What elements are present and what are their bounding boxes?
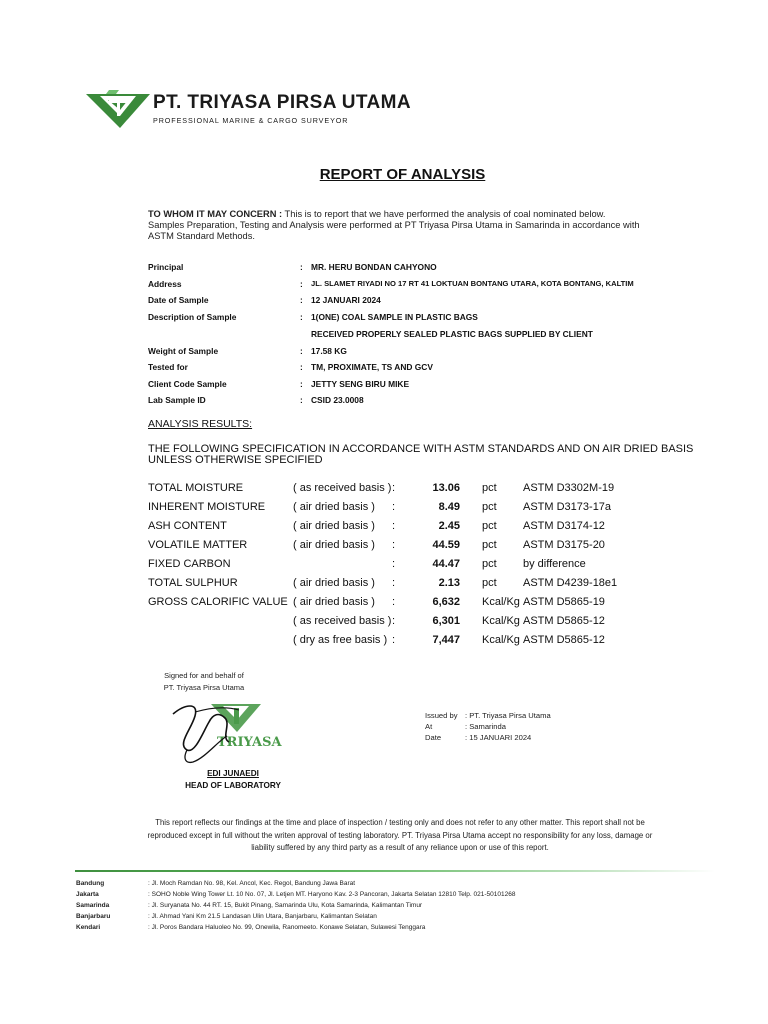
result-unit: pct — [482, 520, 497, 532]
result-value: 8.49 — [438, 501, 460, 513]
result-value: 44.47 — [432, 558, 460, 570]
info-value: JETTY SENG BIRU MIKE — [311, 379, 410, 389]
result-method: ASTM D3175-20 — [523, 539, 605, 551]
info-value: JL. SLAMET RIYADI NO 17 RT 41 LOKTUAN BONTANG UTARA, KOTA BONTANG, KALTIM — [311, 279, 634, 288]
info-label: Address — [148, 279, 182, 289]
info-colon: : — [300, 395, 303, 405]
issued-key: Issued by — [425, 711, 458, 720]
result-method: ASTM D3302M-19 — [523, 482, 615, 494]
info-colon: : — [300, 262, 303, 272]
result-value: 2.13 — [438, 577, 460, 589]
result-colon: : — [392, 577, 396, 589]
result-method: ASTM D5865-12 — [523, 634, 605, 646]
result-basis: ( dry as free basis ) — [293, 634, 388, 646]
signed-line-2: PT. Triyasa Pirsa Utama — [163, 683, 245, 692]
signer-name: EDI JUNAEDI — [207, 769, 259, 778]
signer — [150, 768, 316, 792]
result-param: TOTAL SULPHUR — [148, 577, 238, 589]
office-address: : Jl. Moch Ramdan No. 98, Kel. Ancol, Kec. Regol, Bandung Jawa Barat — [148, 880, 356, 887]
result-colon: : — [392, 520, 396, 532]
report-title: REPORT OF ANALYSIS — [319, 166, 486, 183]
info-colon: : — [300, 312, 303, 322]
spec-text: THE FOLLOWING SPECIFICATION IN ACCORDANCE WITH ASTM STANDARDS AND ON AIR DRIED BASIS UNLESS OTHERWISE SPECIFIED — [148, 443, 694, 466]
analysis-heading: ANALYSIS RESULTS: — [148, 418, 253, 430]
result-method: ASTM D4239-18e1 — [523, 577, 618, 589]
result-value: 6,301 — [432, 615, 460, 627]
result-basis: ( air dried basis ) — [293, 596, 375, 608]
info-colon: : — [300, 295, 303, 305]
office-address: : Jl. Poros Bandara Haluoleo No. 99, Onewila, Ranomeeto. Konawe Selatan, Sulawesi Tenggara — [148, 924, 426, 931]
company-tagline: PROFESSIONAL MARINE & CARGO SURVEYOR — [153, 116, 349, 125]
signer-title: HEAD OF LABORATORY — [185, 781, 281, 790]
result-unit: pct — [482, 482, 497, 494]
result-value: 7,447 — [432, 634, 460, 646]
result-basis: ( as received basis ) — [293, 615, 392, 627]
intro-paragraph — [148, 209, 668, 242]
result-colon: : — [392, 634, 396, 646]
result-method: by difference — [523, 558, 586, 570]
info-value: RECEIVED PROPERLY SEALED PLASTIC BAGS SUPPLIED BY CLIENT — [311, 329, 593, 339]
signed-line-1: Signed for and behalf of — [164, 671, 244, 680]
result-method: ASTM D3174-12 — [523, 520, 605, 532]
info-value: 12 JANUARI 2024 — [311, 295, 381, 305]
stamp-text: TRIYASA — [217, 735, 282, 750]
company-logo-icon — [86, 90, 152, 130]
office-city: Jakarta — [76, 891, 99, 898]
intro-text-3: ASTM Standard Methods. — [148, 231, 255, 241]
result-unit: pct — [482, 539, 497, 551]
result-basis: ( air dried basis ) — [293, 520, 375, 532]
result-unit: Kcal/Kg — [482, 615, 520, 627]
issued-key: At — [425, 722, 433, 731]
result-colon: : — [392, 539, 396, 551]
issued-key: Date — [425, 733, 442, 742]
result-basis: ( air dried basis ) — [293, 501, 375, 513]
info-colon: : — [300, 279, 303, 289]
signature-stamp — [165, 692, 285, 767]
disclaimer: This report reflects our findings at the time and place of inspection / testing only and does not refer to any other matter. This report shall not be reproduced except in full without the writen approval of testing laboratory. PT. Triyasa Pirsa Utama accept no responsibility for any loss, damage or liability suffered by any third party as a result of any reliance upon or use of this report. — [147, 818, 653, 852]
info-value: MR. HERU BONDAN CAHYONO — [311, 262, 437, 272]
info-value: TM, PROXIMATE, TS AND GCV — [311, 362, 433, 372]
result-param: VOLATILE MATTER — [148, 539, 248, 551]
info-label: Weight of Sample — [148, 346, 219, 356]
info-label: Lab Sample ID — [148, 395, 206, 405]
info-label: Principal — [148, 262, 184, 272]
issued-value: : PT. Triyasa Pirsa Utama — [465, 711, 551, 720]
signature-icon — [165, 692, 285, 767]
intro-text-1: This is to report that we have performed the analysis of coal nominated below. — [282, 209, 606, 219]
company-name: PT. TRIYASA PIRSA UTAMA — [153, 92, 411, 113]
intro-text-2: Samples Preparation, Testing and Analysis were performed at PT Triyasa Pirsa Utama in Samarinda in accordance with — [148, 220, 640, 230]
issued-value: : Samarinda — [465, 722, 506, 731]
result-param: INHERENT MOISTURE — [148, 501, 266, 513]
result-param: TOTAL MOISTURE — [148, 482, 244, 494]
info-label: Description of Sample — [148, 312, 237, 322]
result-method: ASTM D5865-12 — [523, 615, 605, 627]
result-basis: ( air dried basis ) — [293, 539, 375, 551]
issued-value: : 15 JANUARI 2024 — [465, 733, 532, 742]
office-city: Samarinda — [76, 902, 110, 909]
result-method: ASTM D5865-19 — [523, 596, 605, 608]
result-colon: : — [392, 558, 396, 570]
info-label: Tested for — [148, 362, 188, 372]
result-unit: Kcal/Kg — [482, 634, 520, 646]
result-value: 44.59 — [432, 539, 460, 551]
signed-for — [150, 670, 258, 694]
office-address: : SOHO Noble Wing Tower Lt. 10 No. 07, Jl. Letjen MT. Haryono Kav. 2-3 Pancoran, Jakarta Selatan 12810 Telp. 021-50101268 — [148, 891, 516, 898]
intro-lead: TO WHOM IT MAY CONCERN : — [148, 209, 283, 219]
result-value: 6,632 — [432, 596, 460, 608]
result-colon: : — [392, 596, 396, 608]
info-label: Client Code Sample — [148, 379, 227, 389]
result-basis: ( air dried basis ) — [293, 577, 375, 589]
info-value: 17.58 KG — [311, 346, 347, 356]
office-city: Banjarbaru — [76, 913, 111, 920]
result-colon: : — [392, 482, 396, 494]
info-label: Date of Sample — [148, 295, 209, 305]
result-value: 2.45 — [438, 520, 460, 532]
result-unit: pct — [482, 577, 497, 589]
result-param: GROSS CALORIFIC VALUE — [148, 596, 288, 608]
result-colon: : — [392, 615, 396, 627]
result-unit: pct — [482, 558, 497, 570]
footer-divider — [75, 870, 715, 872]
office-city: Bandung — [76, 880, 105, 887]
info-colon: : — [300, 379, 303, 389]
result-method: ASTM D3173-17a — [523, 501, 612, 513]
result-param: ASH CONTENT — [148, 520, 227, 532]
info-colon: : — [300, 362, 303, 372]
office-address: : Jl. Suryanata No. 44 RT. 15, Bukit Pinang, Samarinda Ulu, Kota Samarinda, Kalimantan Timur — [148, 902, 423, 909]
info-colon: : — [300, 346, 303, 356]
info-value: 1(ONE) COAL SAMPLE IN PLASTIC BAGS — [311, 312, 478, 322]
office-city: Kendari — [76, 924, 101, 931]
result-unit: Kcal/Kg — [482, 596, 520, 608]
result-basis: ( as received basis ) — [293, 482, 392, 494]
result-unit: pct — [482, 501, 497, 513]
company-logo — [86, 90, 411, 130]
result-value: 13.06 — [432, 482, 460, 494]
office-address: : Jl. Ahmad Yani Km 21.5 Landasan Ulin Utara, Banjarbaru, Kalimantan Selatan — [148, 913, 377, 920]
result-colon: : — [392, 501, 396, 513]
result-param: FIXED CARBON — [148, 558, 231, 570]
info-value: CSID 23.0008 — [311, 395, 364, 405]
